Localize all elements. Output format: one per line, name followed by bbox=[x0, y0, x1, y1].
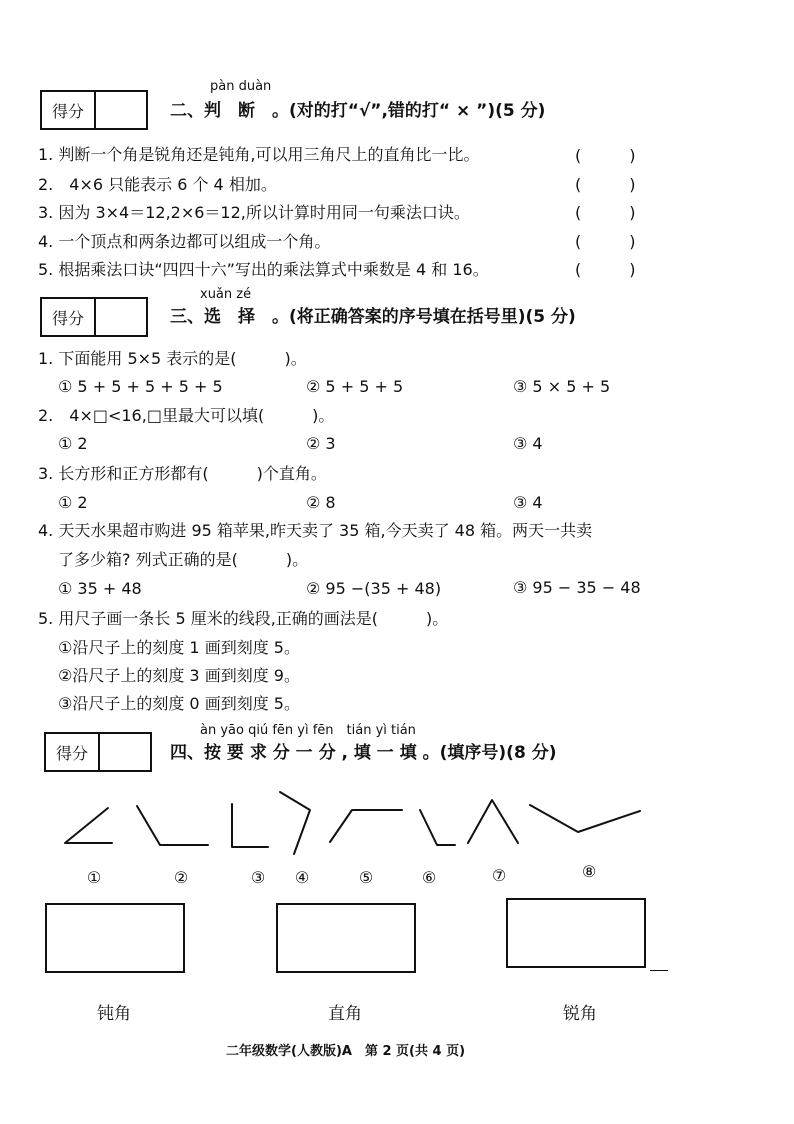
choice-question-5: 5. 用尺子画一条长 5 厘米的线段,正确的画法是( )。 bbox=[38, 609, 449, 628]
section4-pinyin: àn yāo qiú fēn yì fēn tián yì tián bbox=[200, 723, 416, 738]
choice-5-option-1[interactable]: ①沿尺子上的刻度 1 画到刻度 5。 bbox=[58, 638, 300, 657]
choice-4-option-2[interactable]: ② 95 −(35 + 48) bbox=[306, 579, 442, 598]
choice-2-option-3[interactable]: ③ 4 bbox=[513, 434, 543, 453]
angle-figure-7 bbox=[468, 800, 518, 843]
choice-question-1: 1. 下面能用 5×5 表示的是( )。 bbox=[38, 349, 307, 368]
figure-number-6: ⑥ bbox=[421, 868, 437, 887]
choice-3-option-2[interactable]: ② 8 bbox=[306, 493, 336, 512]
choice-5-option-2[interactable]: ②沿尺子上的刻度 3 画到刻度 9。 bbox=[58, 666, 300, 685]
score-label: 得分 bbox=[46, 734, 100, 770]
obtuse-label: 钝角 bbox=[97, 1004, 131, 1024]
choice-4-option-1[interactable]: ① 35 + 48 bbox=[58, 579, 142, 598]
choice-question-4-line2: 了多少箱? 列式正确的是( )。 bbox=[58, 550, 309, 569]
choice-4-option-3[interactable]: ③ 95 − 35 − 48 bbox=[513, 578, 641, 597]
choice-2-option-2[interactable]: ② 3 bbox=[306, 434, 336, 453]
stray-mark bbox=[650, 970, 668, 971]
acute-label: 锐角 bbox=[563, 1004, 597, 1024]
score-blank[interactable] bbox=[96, 92, 146, 128]
right-label: 直角 bbox=[328, 1004, 362, 1024]
section2-pinyin: pàn duàn bbox=[210, 79, 272, 94]
angle-figure-2 bbox=[137, 806, 208, 845]
angle-figure-6 bbox=[420, 810, 455, 845]
judge-question-3: 3. 因为 3×4＝12,2×6＝12,所以计算时用同一句乘法口诀。 bbox=[38, 203, 470, 222]
choice-3-option-3[interactable]: ③ 4 bbox=[513, 493, 543, 512]
right-answer-box[interactable] bbox=[276, 903, 416, 973]
judge-answer-1[interactable]: ( ) bbox=[575, 146, 636, 165]
figure-number-2: ② bbox=[173, 868, 189, 887]
angle-figure-5 bbox=[330, 810, 402, 842]
choice-question-2: 2. 4×□<16,□里最大可以填( )。 bbox=[38, 406, 335, 425]
score-label: 得分 bbox=[42, 299, 96, 335]
section3-title: 三、选 择 。(将正确答案的序号填在括号里)(5 分) bbox=[170, 307, 576, 327]
obtuse-answer-box[interactable] bbox=[45, 903, 185, 973]
angle-figure-1 bbox=[65, 808, 112, 843]
figure-number-7: ⑦ bbox=[491, 866, 507, 885]
page-footer: 二年级数学(人教版)A 第 2 页(共 4 页) bbox=[226, 1044, 466, 1059]
judge-answer-3[interactable]: ( ) bbox=[575, 203, 636, 222]
choice-2-option-1[interactable]: ① 2 bbox=[58, 434, 88, 453]
figure-number-3: ③ bbox=[250, 868, 266, 887]
angle-figure-4 bbox=[280, 792, 310, 854]
angle-figure-3 bbox=[232, 804, 268, 847]
section2-title: 二、判 断 。(对的打“√”,错的打“ × ”)(5 分) bbox=[170, 101, 546, 121]
judge-question-1: 1. 判断一个角是锐角还是钝角,可以用三角尺上的直角比一比。 bbox=[38, 145, 480, 164]
judge-question-2: 2. 4×6 只能表示 6 个 4 相加。 bbox=[38, 175, 277, 194]
figure-number-5: ⑤ bbox=[358, 868, 374, 887]
score-blank[interactable] bbox=[100, 734, 150, 770]
figure-number-4: ④ bbox=[294, 868, 310, 887]
score-box-section2 bbox=[40, 90, 148, 130]
score-label: 得分 bbox=[42, 92, 96, 128]
choice-1-option-3[interactable]: ③ 5 × 5 + 5 bbox=[513, 377, 611, 396]
angle-figure-8 bbox=[530, 805, 640, 832]
choice-5-option-3[interactable]: ③沿尺子上的刻度 0 画到刻度 5。 bbox=[58, 694, 300, 713]
section3-pinyin: xuǎn zé bbox=[200, 287, 252, 302]
figure-number-8: ⑧ bbox=[581, 862, 597, 881]
acute-answer-box[interactable] bbox=[506, 898, 646, 968]
judge-question-5: 5. 根据乘法口诀“四四十六”写出的乘法算式中乘数是 4 和 16。 bbox=[38, 260, 489, 279]
section4-title: 四、按 要 求 分 一 分 , 填 一 填 。(填序号)(8 分) bbox=[170, 743, 557, 763]
choice-1-option-1[interactable]: ① 5 + 5 + 5 + 5 + 5 bbox=[58, 377, 223, 396]
judge-answer-4[interactable]: ( ) bbox=[575, 232, 636, 251]
score-blank[interactable] bbox=[96, 299, 146, 335]
figure-number-1: ① bbox=[86, 868, 102, 887]
judge-question-4: 4. 一个顶点和两条边都可以组成一个角。 bbox=[38, 232, 331, 251]
choice-question-3: 3. 长方形和正方形都有( )个直角。 bbox=[38, 464, 327, 483]
score-box-section3 bbox=[40, 297, 148, 337]
score-box-section4 bbox=[44, 732, 152, 772]
choice-question-4: 4. 天天水果超市购进 95 箱苹果,昨天卖了 35 箱,今天卖了 48 箱。两天一共卖 bbox=[38, 521, 593, 540]
judge-answer-2[interactable]: ( ) bbox=[575, 175, 636, 194]
judge-answer-5[interactable]: ( ) bbox=[575, 260, 636, 279]
choice-1-option-2[interactable]: ② 5 + 5 + 5 bbox=[306, 377, 404, 396]
angle-figures bbox=[0, 780, 794, 860]
choice-3-option-1[interactable]: ① 2 bbox=[58, 493, 88, 512]
